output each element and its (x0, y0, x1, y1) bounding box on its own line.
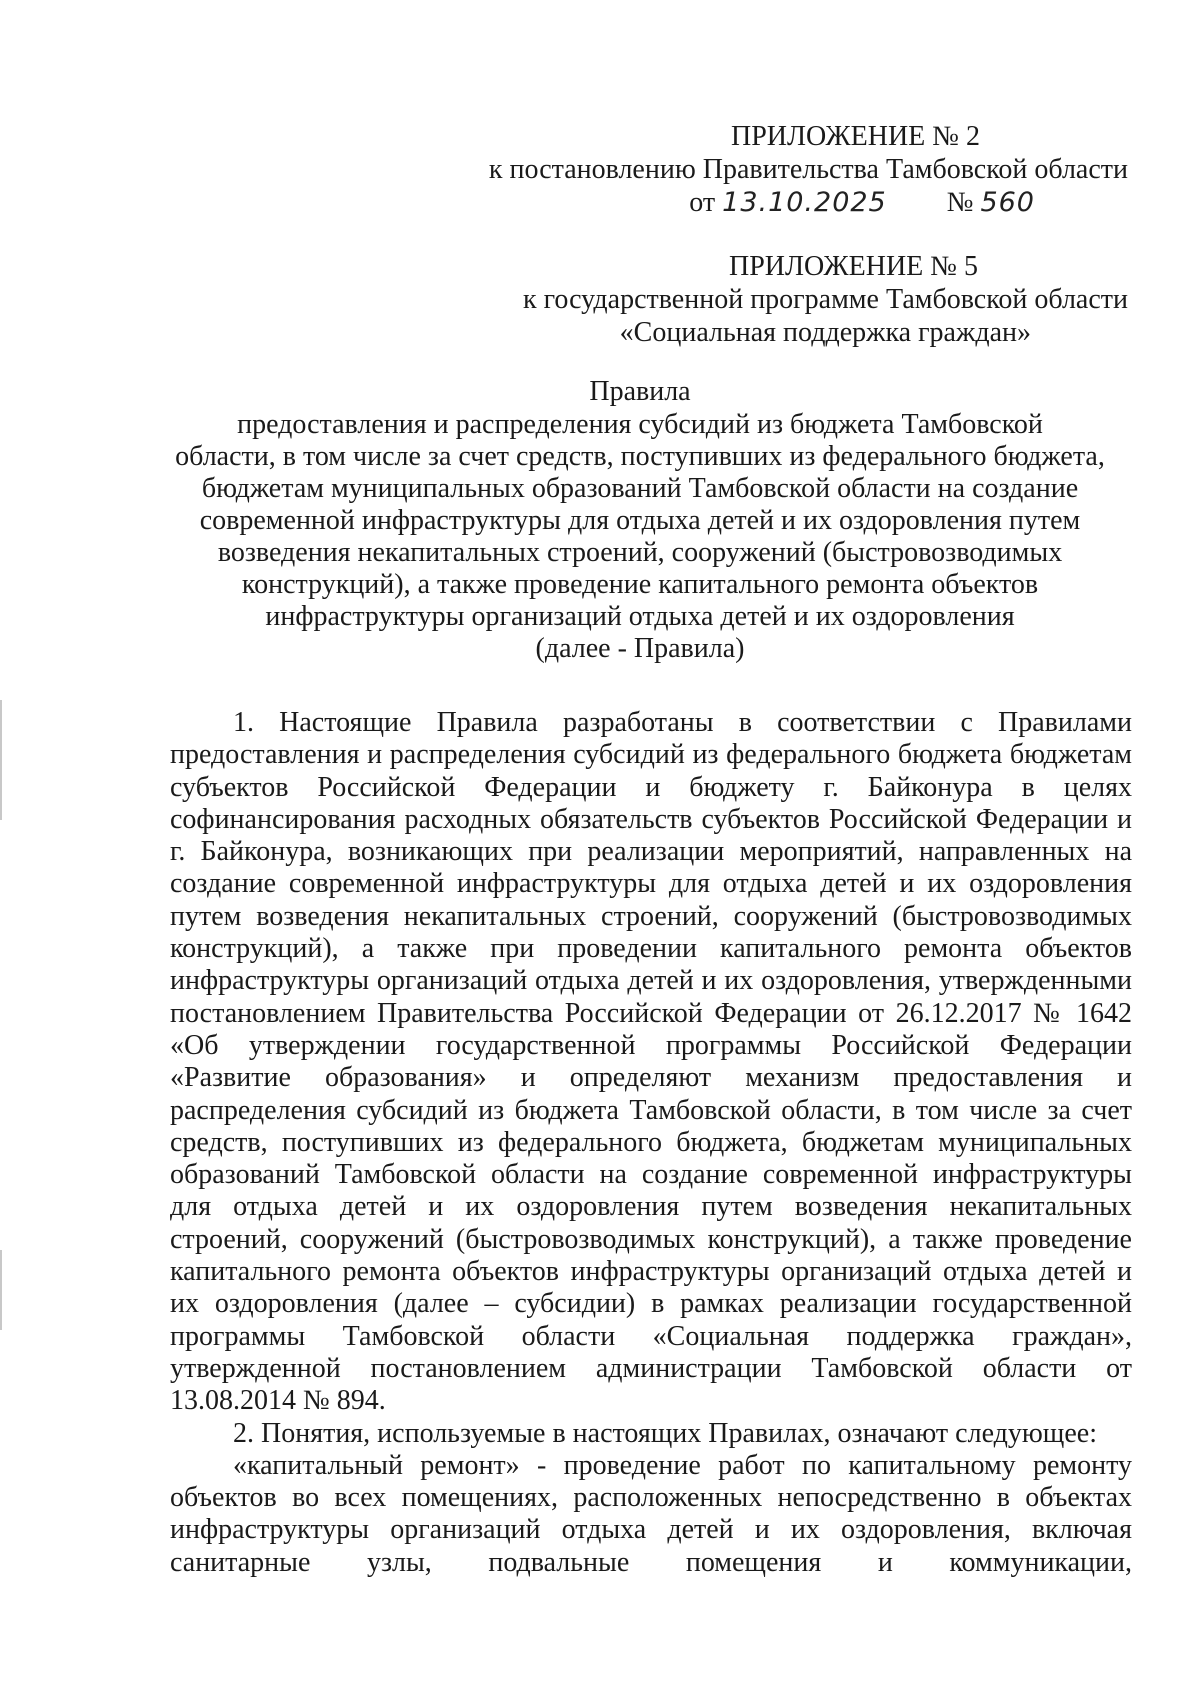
scan-artifact (0, 700, 2, 820)
resolution-date-line (489, 186, 1128, 219)
rules-subtitle-line: современной инфраструктуры для отдыха детей и их оздоровления путем (199, 505, 1081, 536)
appendix-2-block (489, 120, 1128, 219)
handwritten-number: 560 (980, 187, 1035, 218)
rules-subtitle-line: области, в том числе за счет средств, поступивших из федерального бюджета, (175, 441, 1105, 472)
handwritten-date: 13.10.2025 (722, 187, 887, 218)
rules-subtitle-line: (далее - Правила) (535, 633, 745, 664)
appendix-2-reference: к постановлению Правительства Тамбовской области (488, 154, 1128, 185)
rules-subtitle-line: инфраструктуры организаций отдыха детей и их оздоровления (265, 601, 1015, 632)
appendix-5-block (523, 250, 1128, 349)
paragraph-1: 1. Настоящие Правила разработаны в соответствии с Правилами предоставления и распределения субсидий из федерального бюджета бюджетам субъектов Российской Федерации и бюджету г. Байконура в целях софинансирования расходных обязательств субъектов Российской Федерации и г. Байконура, возникающих при реализации мероприятий, направленных на создание современной инфраструктуры для отдыха детей и их оздоровления путем возведения некапитальных строений, сооружений (быстровозводимых конструкций), а также при проведении капитального ремонта объектов инфраструктуры организаций отдыха детей и их оздоровления, утвержденными постановлением Правительства Российской Федерации от 26.12.2017 № 1642 «Об утверждении государственной программы Российской Федерации «Развитие образования» и определяют механизм предоставления и распределения субсидий из бюджета Тамбовской области, в том числе за счет средств, поступивших из федерального бюджета, бюджетам муниципальных образований Тамбовской области на создание современной инфраструктуры для отдыха детей и их оздоровления путем возведения некапитальных строений, сооружений (быстровозводимых конструкций), а также проведение капитального ремонта объектов инфраструктуры организаций отдыха детей и их оздоровления (далее – субсидии) в рамках реализации государственной программы Тамбовской области «Социальная поддержка граждан», утвержденной постановлением администрации Тамбовской области от 13.08.2014 № 894. (170, 707, 1132, 1417)
rules-title-block (160, 376, 1120, 665)
document-body (170, 707, 1132, 1579)
appendix-5-reference: к государственной программе Тамбовской области (523, 284, 1128, 315)
appendix-5-title: ПРИЛОЖЕНИЕ № 5 (729, 251, 978, 282)
rules-subtitle-line: возведения некапитальных строений, сооружений (быстровозводимых (217, 537, 1063, 568)
date-prefix: от (689, 187, 716, 218)
number-prefix: № (946, 187, 974, 218)
paragraph-2: 2. Понятия, используемые в настоящих Правилах, означают следующее: (233, 1417, 1097, 1449)
appendix-5-program: «Социальная поддержка граждан» (619, 317, 1031, 348)
rules-subtitle-line: конструкций), а также проведение капитального ремонта объектов (241, 569, 1039, 600)
scan-artifact (0, 1250, 2, 1330)
appendix-2-title: ПРИЛОЖЕНИЕ № 2 (731, 121, 980, 152)
rules-heading: Правила (589, 376, 691, 407)
rules-subtitle-line: бюджетам муниципальных образований Тамбовской области на создание (201, 473, 1079, 504)
paragraph-3: «капитальный ремонт» - проведение работ по капитальному ремонту объектов во всех помещениях, расположенных непосредственно в объектах инфраструктуры организаций отдыха детей и их оздоровления, включая санитарные узлы, подвальные помещения и коммуникации, (170, 1449, 1132, 1578)
rules-subtitle-line: предоставления и распределения субсидий из бюджета Тамбовской (237, 409, 1043, 440)
